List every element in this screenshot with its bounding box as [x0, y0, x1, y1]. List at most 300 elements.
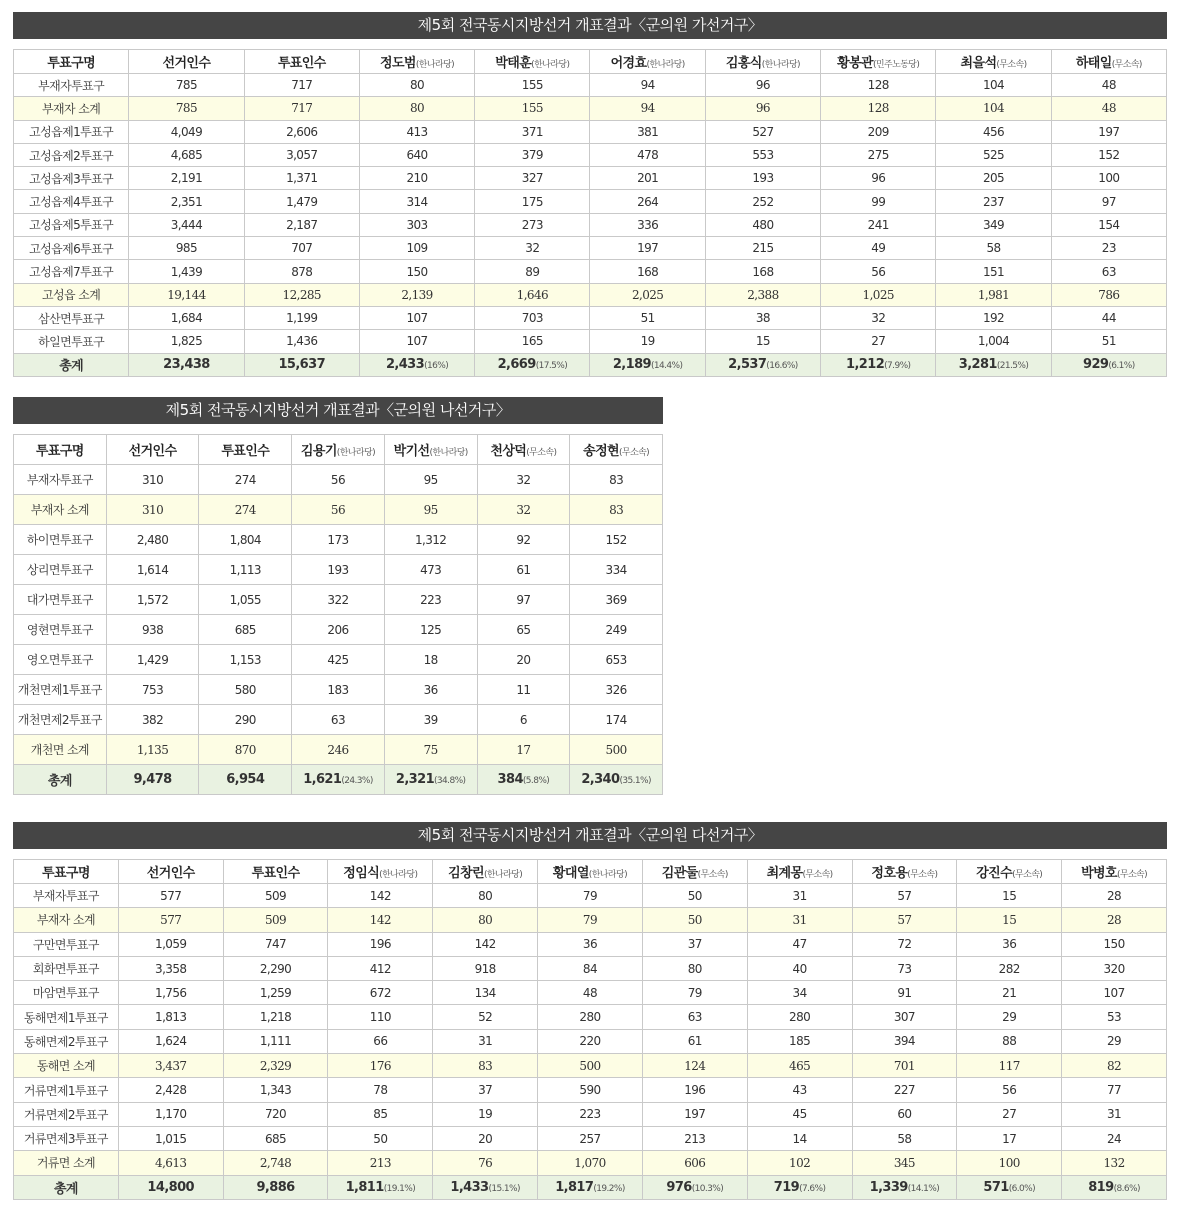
vote-count: 29	[957, 1005, 1062, 1029]
vote-count: 168	[705, 260, 820, 283]
column-header	[106, 435, 199, 465]
vote-count: 61	[642, 1029, 747, 1053]
precinct-name: 부재자투표구	[14, 74, 129, 97]
party-label: (무소속)	[907, 870, 938, 880]
vote-count: 252	[705, 190, 820, 213]
party-label: (한나라당)	[588, 870, 627, 880]
vote-count: 152	[570, 525, 663, 555]
vote-count: 83	[570, 465, 663, 495]
subtotal-row	[14, 283, 1167, 306]
total-cell	[747, 1175, 852, 1199]
vote-count: 174	[570, 705, 663, 735]
total-cell	[244, 353, 359, 376]
total-value: 384	[497, 772, 523, 787]
vote-count: 786	[1051, 283, 1166, 306]
vote-count: 290	[199, 705, 292, 735]
column-header-name: 김홍식	[725, 56, 762, 71]
precinct-name: 고성읍 소계	[14, 283, 129, 306]
results-table	[13, 434, 663, 795]
vote-count: 210	[359, 167, 474, 190]
vote-count: 32	[477, 465, 570, 495]
precinct-name: 구만면투표구	[14, 932, 119, 956]
total-percent: (35.1%)	[619, 776, 651, 786]
precinct-name: 동해면 소계	[14, 1054, 119, 1078]
precinct-name: 회화면투표구	[14, 956, 119, 980]
vote-count: 2,351	[129, 190, 244, 213]
vote-count: 58	[936, 237, 1051, 260]
table-row	[14, 1102, 1167, 1126]
vote-count: 124	[642, 1054, 747, 1078]
vote-count: 95	[384, 465, 477, 495]
total-percent: (16%)	[424, 361, 449, 372]
precinct-name: 부재자투표구	[14, 465, 107, 495]
vote-count: 48	[1051, 97, 1166, 120]
vote-count: 56	[821, 260, 936, 283]
precinct-name: 개천면제1투표구	[14, 675, 107, 705]
header-row	[14, 435, 663, 465]
section-title: 제5회 전국동시지방선거 개표결과〈군의원 다선거구〉	[13, 822, 1167, 849]
vote-count: 80	[433, 908, 538, 932]
vote-count: 99	[821, 190, 936, 213]
vote-count: 2,329	[223, 1054, 328, 1078]
table-row	[14, 143, 1167, 166]
vote-count: 717	[244, 97, 359, 120]
column-header	[538, 860, 643, 884]
vote-count: 379	[475, 143, 590, 166]
vote-count: 34	[747, 981, 852, 1005]
vote-count: 15	[957, 884, 1062, 908]
vote-count: 1,981	[936, 283, 1051, 306]
table-row	[14, 645, 663, 675]
total-cell	[570, 765, 663, 795]
vote-count: 6	[477, 705, 570, 735]
column-header	[14, 50, 129, 74]
total-cell	[106, 765, 199, 795]
column-header	[570, 435, 663, 465]
vote-count: 985	[129, 237, 244, 260]
table-row	[14, 213, 1167, 236]
total-cell	[936, 353, 1051, 376]
total-percent: (5.8%)	[522, 776, 550, 786]
column-header	[244, 50, 359, 74]
vote-count: 282	[957, 956, 1062, 980]
party-label: (한나라당)	[379, 870, 418, 880]
vote-count: 173	[292, 525, 385, 555]
vote-count: 1,059	[118, 932, 223, 956]
column-header-name: 박태훈	[495, 56, 532, 71]
vote-count: 43	[747, 1078, 852, 1102]
column-header-name: 투표구명	[41, 866, 90, 881]
total-value: 1,621	[303, 772, 342, 787]
column-header	[936, 50, 1051, 74]
total-cell	[384, 765, 477, 795]
column-header	[477, 435, 570, 465]
column-header	[14, 435, 107, 465]
vote-count: 465	[747, 1054, 852, 1078]
precinct-name: 상리면투표구	[14, 555, 107, 585]
total-cell	[129, 353, 244, 376]
vote-count: 1,804	[199, 525, 292, 555]
column-header	[747, 860, 852, 884]
vote-count: 274	[199, 495, 292, 525]
column-header	[705, 50, 820, 74]
vote-count: 685	[223, 1126, 328, 1150]
total-percent: (15.1%)	[488, 1183, 520, 1194]
vote-count: 2,191	[129, 167, 244, 190]
total-value: 1,817	[555, 1179, 594, 1195]
vote-count: 94	[590, 97, 705, 120]
vote-count: 1,199	[244, 306, 359, 329]
precinct-name: 삼산면투표구	[14, 306, 129, 329]
vote-count: 2,480	[106, 525, 199, 555]
column-header	[957, 860, 1062, 884]
vote-count: 100	[957, 1151, 1062, 1175]
column-header-name: 송정현	[583, 444, 619, 459]
precinct-name: 고성읍제7투표구	[14, 260, 129, 283]
vote-count: 96	[821, 167, 936, 190]
vote-count: 31	[433, 1029, 538, 1053]
vote-count: 345	[852, 1151, 957, 1175]
vote-count: 31	[747, 884, 852, 908]
column-header-name: 김용기	[300, 444, 337, 459]
vote-count: 1,111	[223, 1029, 328, 1053]
vote-count: 134	[433, 981, 538, 1005]
vote-count: 2,139	[359, 283, 474, 306]
party-label: (무소속)	[802, 870, 833, 880]
total-cell	[538, 1175, 643, 1199]
total-value: 2,321	[395, 772, 435, 787]
vote-count: 24	[1062, 1126, 1167, 1150]
vote-count: 100	[1051, 167, 1166, 190]
vote-count: 15	[957, 908, 1062, 932]
vote-count: 1,572	[106, 585, 199, 615]
total-value: 571	[983, 1179, 1009, 1195]
vote-count: 1,025	[821, 283, 936, 306]
vote-count: 151	[936, 260, 1051, 283]
vote-count: 79	[538, 884, 643, 908]
vote-count: 12,285	[244, 283, 359, 306]
vote-count: 110	[328, 1005, 433, 1029]
vote-count: 193	[292, 555, 385, 585]
vote-count: 241	[821, 213, 936, 236]
vote-count: 878	[244, 260, 359, 283]
total-value: 15,637	[278, 357, 326, 373]
vote-count: 274	[199, 465, 292, 495]
column-header-name: 정도범	[380, 56, 416, 71]
vote-count: 703	[475, 306, 590, 329]
vote-count: 336	[590, 213, 705, 236]
total-row	[14, 1175, 1167, 1199]
vote-count: 128	[821, 74, 936, 97]
vote-count: 3,057	[244, 143, 359, 166]
vote-count: 4,685	[129, 143, 244, 166]
total-cell	[475, 353, 590, 376]
vote-count: 96	[705, 74, 820, 97]
vote-count: 31	[1062, 1102, 1167, 1126]
vote-count: 394	[852, 1029, 957, 1053]
total-value: 9,886	[256, 1179, 295, 1195]
table-row	[14, 555, 663, 585]
column-header-name: 최계몽	[766, 866, 803, 881]
vote-count: 155	[475, 97, 590, 120]
vote-count: 56	[292, 465, 385, 495]
total-cell	[199, 765, 292, 795]
vote-count: 20	[433, 1126, 538, 1150]
vote-count: 197	[590, 237, 705, 260]
vote-count: 577	[118, 884, 223, 908]
vote-count: 48	[538, 981, 643, 1005]
vote-count: 412	[328, 956, 433, 980]
vote-count: 1,436	[244, 330, 359, 353]
vote-count: 653	[570, 645, 663, 675]
vote-count: 17	[477, 735, 570, 765]
vote-count: 38	[705, 306, 820, 329]
vote-count: 303	[359, 213, 474, 236]
vote-count: 31	[747, 908, 852, 932]
vote-count: 107	[1062, 981, 1167, 1005]
vote-count: 57	[852, 884, 957, 908]
party-label: (한나라당)	[646, 60, 685, 70]
vote-count: 2,187	[244, 213, 359, 236]
vote-count: 142	[433, 932, 538, 956]
precinct-name: 고성읍제4투표구	[14, 190, 129, 213]
vote-count: 785	[129, 97, 244, 120]
vote-count: 369	[570, 585, 663, 615]
vote-count: 50	[642, 884, 747, 908]
column-header-name: 투표인수	[277, 56, 326, 71]
vote-count: 1,646	[475, 283, 590, 306]
results-section-da	[13, 822, 1167, 1200]
vote-count: 685	[199, 615, 292, 645]
vote-count: 23	[1051, 237, 1166, 260]
vote-count: 19	[433, 1102, 538, 1126]
table-row	[14, 1126, 1167, 1150]
column-header	[14, 860, 119, 884]
vote-count: 92	[477, 525, 570, 555]
vote-count: 1,343	[223, 1078, 328, 1102]
vote-count: 257	[538, 1126, 643, 1150]
vote-count: 1,756	[118, 981, 223, 1005]
column-header-name: 투표구명	[47, 56, 96, 71]
total-percent: (24.3%)	[341, 776, 373, 786]
total-cell	[433, 1175, 538, 1199]
column-header-name: 황봉관	[837, 56, 874, 71]
vote-count: 1,153	[199, 645, 292, 675]
vote-count: 83	[433, 1054, 538, 1078]
vote-count: 672	[328, 981, 433, 1005]
vote-count: 80	[642, 956, 747, 980]
section-title: 제5회 전국동시지방선거 개표결과〈군의원 가선거구〉	[13, 12, 1167, 39]
column-header-name: 최을석	[960, 56, 997, 71]
vote-count: 1,429	[106, 645, 199, 675]
vote-count: 223	[384, 585, 477, 615]
vote-count: 314	[359, 190, 474, 213]
vote-count: 280	[538, 1005, 643, 1029]
vote-count: 197	[1051, 120, 1166, 143]
precinct-name: 부재자 소계	[14, 908, 119, 932]
column-header-name: 선거인수	[162, 56, 211, 71]
precinct-name: 고성읍제5투표구	[14, 213, 129, 236]
vote-count: 381	[590, 120, 705, 143]
vote-count: 17	[957, 1126, 1062, 1150]
vote-count: 50	[328, 1126, 433, 1150]
vote-count: 1,055	[199, 585, 292, 615]
vote-count: 165	[475, 330, 590, 353]
party-label: (한나라당)	[761, 60, 800, 70]
vote-count: 1,015	[118, 1126, 223, 1150]
precinct-name: 거류면제2투표구	[14, 1102, 119, 1126]
column-header-name: 투표인수	[221, 444, 270, 459]
vote-count: 104	[936, 97, 1051, 120]
table-row	[14, 260, 1167, 283]
vote-count: 102	[747, 1151, 852, 1175]
vote-count: 3,444	[129, 213, 244, 236]
column-header	[118, 860, 223, 884]
table-row	[14, 615, 663, 645]
vote-count: 1,135	[106, 735, 199, 765]
total-percent: (19.1%)	[383, 1183, 416, 1194]
vote-count: 142	[328, 908, 433, 932]
vote-count: 1,113	[199, 555, 292, 585]
vote-count: 175	[475, 190, 590, 213]
precinct-name: 영현면투표구	[14, 615, 107, 645]
party-label: (무소속)	[1111, 60, 1142, 70]
vote-count: 32	[477, 495, 570, 525]
vote-count: 237	[936, 190, 1051, 213]
vote-count: 40	[747, 956, 852, 980]
vote-count: 155	[475, 74, 590, 97]
vote-count: 1,439	[129, 260, 244, 283]
total-percent: (10.3%)	[691, 1183, 724, 1194]
total-cell	[223, 1175, 328, 1199]
column-header-name: 선거인수	[128, 444, 177, 459]
total-percent: (6.1%)	[1108, 361, 1135, 372]
vote-count: 4,049	[129, 120, 244, 143]
vote-count: 53	[1062, 1005, 1167, 1029]
precinct-name: 고성읍제6투표구	[14, 237, 129, 260]
vote-count: 480	[705, 213, 820, 236]
table-row	[14, 981, 1167, 1005]
column-header-name: 김창린	[448, 866, 484, 881]
column-header-name: 박기선	[393, 444, 430, 459]
total-percent: (34.8%)	[434, 776, 466, 786]
vote-count: 142	[328, 884, 433, 908]
column-header	[292, 435, 385, 465]
vote-count: 1,004	[936, 330, 1051, 353]
column-header-name: 투표구명	[35, 444, 84, 459]
vote-count: 89	[475, 260, 590, 283]
vote-count: 246	[292, 735, 385, 765]
total-value: 2,340	[581, 772, 620, 787]
vote-count: 456	[936, 120, 1051, 143]
vote-count: 1,614	[106, 555, 199, 585]
header-row	[14, 860, 1167, 884]
precinct-name: 부재자 소계	[14, 97, 129, 120]
vote-count: 49	[821, 237, 936, 260]
total-cell	[852, 1175, 957, 1199]
precinct-name: 대가면투표구	[14, 585, 107, 615]
vote-count: 80	[359, 74, 474, 97]
vote-count: 280	[747, 1005, 852, 1029]
vote-count: 322	[292, 585, 385, 615]
total-value: 23,438	[163, 357, 210, 373]
vote-count: 27	[957, 1102, 1062, 1126]
vote-count: 1,070	[538, 1151, 643, 1175]
table-row	[14, 330, 1167, 353]
table-row	[14, 884, 1167, 908]
vote-count: 326	[570, 675, 663, 705]
vote-count: 117	[957, 1054, 1062, 1078]
total-value: 2,669	[497, 357, 536, 373]
column-header	[433, 860, 538, 884]
vote-count: 870	[199, 735, 292, 765]
total-row	[14, 353, 1167, 376]
vote-count: 1,624	[118, 1029, 223, 1053]
vote-count: 1,371	[244, 167, 359, 190]
vote-count: 577	[118, 908, 223, 932]
vote-count: 60	[852, 1102, 957, 1126]
precinct-name: 하일면투표구	[14, 330, 129, 353]
vote-count: 29	[1062, 1029, 1167, 1053]
vote-count: 45	[747, 1102, 852, 1126]
total-cell	[292, 765, 385, 795]
vote-count: 27	[821, 330, 936, 353]
column-header	[199, 435, 292, 465]
vote-count: 500	[570, 735, 663, 765]
column-header	[359, 50, 474, 74]
vote-count: 15	[705, 330, 820, 353]
vote-count: 3,437	[118, 1054, 223, 1078]
vote-count: 88	[957, 1029, 1062, 1053]
vote-count: 51	[590, 306, 705, 329]
vote-count: 425	[292, 645, 385, 675]
vote-count: 580	[199, 675, 292, 705]
total-percent: (14.4%)	[650, 361, 683, 372]
column-header	[328, 860, 433, 884]
vote-count: 2,748	[223, 1151, 328, 1175]
vote-count: 1,218	[223, 1005, 328, 1029]
vote-count: 478	[590, 143, 705, 166]
vote-count: 21	[957, 981, 1062, 1005]
vote-count: 80	[359, 97, 474, 120]
total-value: 2,189	[612, 357, 651, 373]
total-percent: (6.0%)	[1008, 1183, 1036, 1194]
column-header-name: 김관둘	[661, 866, 698, 881]
party-label: (한나라당)	[531, 60, 570, 70]
total-value: 14,800	[147, 1179, 194, 1195]
column-header	[1051, 50, 1166, 74]
vote-count: 58	[852, 1126, 957, 1150]
table-row	[14, 120, 1167, 143]
vote-count: 78	[328, 1078, 433, 1102]
vote-count: 209	[821, 120, 936, 143]
vote-count: 473	[384, 555, 477, 585]
vote-count: 220	[538, 1029, 643, 1053]
table-row	[14, 585, 663, 615]
vote-count: 197	[642, 1102, 747, 1126]
column-header	[821, 50, 936, 74]
vote-count: 2,025	[590, 283, 705, 306]
vote-count: 1,813	[118, 1005, 223, 1029]
vote-count: 47	[747, 932, 852, 956]
vote-count: 150	[359, 260, 474, 283]
vote-count: 553	[705, 143, 820, 166]
total-row	[14, 765, 663, 795]
precinct-name: 부재자투표구	[14, 884, 119, 908]
total-cell	[642, 1175, 747, 1199]
vote-count: 19,144	[129, 283, 244, 306]
vote-count: 1,479	[244, 190, 359, 213]
